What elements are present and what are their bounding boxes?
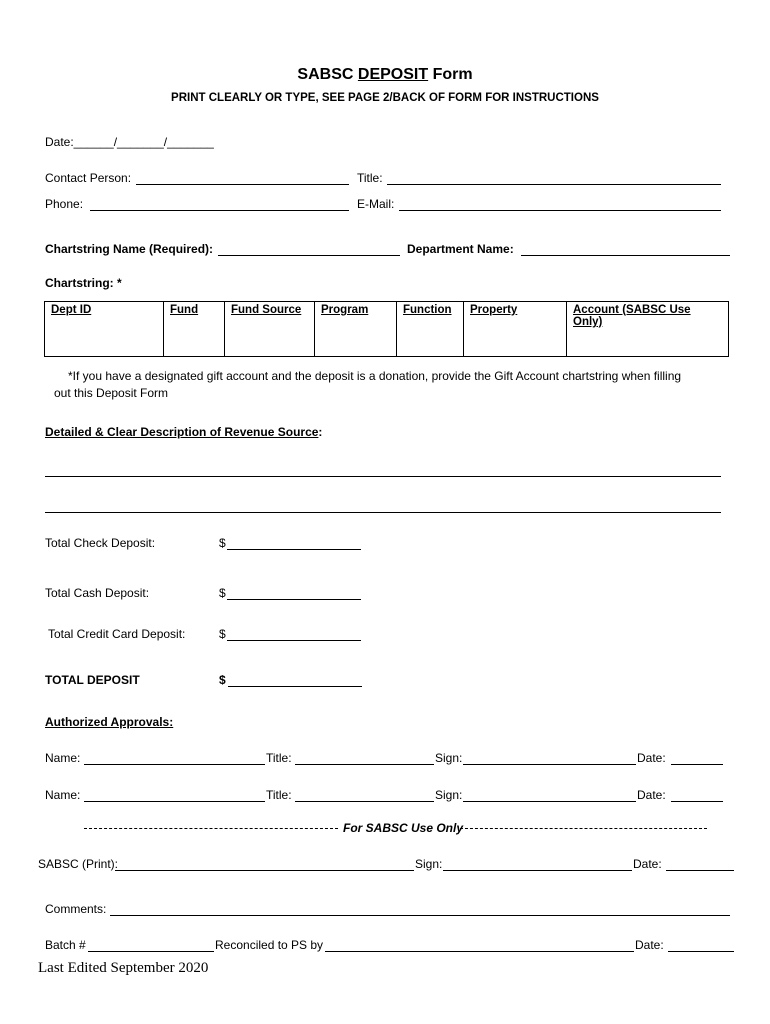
department-name-label: Department Name: [407,242,514,256]
chartstring-table [44,301,729,357]
sabsc-date-input[interactable] [666,858,734,871]
approval-2-title-label: Title: [266,788,292,802]
approval-2-date-input[interactable] [671,789,723,802]
gift-note-line1: *If you have a designated gift account and the deposit is a donation, provide the Gift Account chartstring when filling [68,369,682,383]
total-deposit-input[interactable] [228,674,362,687]
batch-date-label: Date: [635,938,664,952]
col-function[interactable]: Function [397,302,464,357]
reconciled-label: Reconciled to PS by [215,938,324,952]
col-dept-id[interactable]: Dept ID [45,302,164,357]
page-subtitle: PRINT CLEARLY OR TYPE, SEE PAGE 2/BACK OF FORM FOR INSTRUCTIONS [171,92,599,104]
approval-2-date-label: Date: [637,788,666,802]
sabsc-print-label: SABSC (Print): [38,857,119,871]
total-deposit-label: TOTAL DEPOSIT [45,673,140,687]
col-account[interactable]: Account (SABSC Use Only) [567,302,729,357]
sabsc-divider-right [460,828,707,829]
description-label [45,425,322,439]
title-prefix: SABSC [297,66,354,83]
approvals-heading: Authorized Approvals: [45,715,174,729]
total-cash-input[interactable] [227,587,361,600]
approval-2-name-input[interactable] [84,789,265,802]
approval-1-title-input[interactable] [295,752,434,765]
approval-2-sign-label: Sign: [435,788,463,802]
total-deposit-dollar: $ [219,673,226,687]
date-field[interactable]: Date:______/_______/_______ [45,135,214,149]
description-label-text: Detailed & Clear Description of Revenue Source [45,425,319,439]
comments-input[interactable] [110,903,730,916]
description-line-1[interactable] [45,476,721,477]
total-check-input[interactable] [227,537,361,550]
approval-2-sign-input[interactable] [463,789,636,802]
total-check-label: Total Check Deposit: [45,536,156,550]
total-credit-input[interactable] [227,628,361,641]
title-suffix: Form [432,66,473,83]
approval-1-name-label: Name: [45,751,81,765]
phone-label: Phone: [45,197,84,211]
sabsc-use-only-label: For SABSC Use Only [343,821,464,835]
sabsc-divider-left [84,828,338,829]
col-fund-source[interactable]: Fund Source [225,302,315,357]
batch-label: Batch # [45,938,86,952]
description-line-2[interactable] [45,512,721,513]
approval-2-title-input[interactable] [295,789,434,802]
sabsc-sign-input[interactable] [443,858,632,871]
email-input[interactable] [399,198,721,211]
contact-person-input[interactable] [136,172,349,185]
page-title [0,66,770,84]
chartstring-name-input[interactable] [218,243,400,256]
comments-label: Comments: [45,902,107,916]
sabsc-sign-label: Sign: [415,857,443,871]
batch-input[interactable] [88,939,214,952]
total-credit-label: Total Credit Card Deposit: [48,627,186,641]
sabsc-date-label: Date: [633,857,662,871]
total-cash-label: Total Cash Deposit: [45,586,150,600]
sabsc-print-input[interactable] [115,858,414,871]
col-program[interactable]: Program [315,302,397,357]
total-check-dollar: $ [219,536,226,550]
department-name-input[interactable] [521,243,730,256]
approval-2-name-label: Name: [45,788,81,802]
col-property[interactable]: Property [464,302,567,357]
title-deposit: DEPOSIT [357,66,429,83]
phone-input[interactable] [90,198,349,211]
approval-1-date-input[interactable] [671,752,723,765]
approval-1-sign-label: Sign: [435,751,463,765]
total-credit-dollar: $ [219,627,226,641]
total-cash-dollar: $ [219,586,226,600]
approval-1-title-label: Title: [266,751,292,765]
approval-1-name-input[interactable] [84,752,265,765]
chartstring-label: Chartstring: * [45,276,122,290]
contact-title-label: Title: [357,171,383,185]
description-label-colon: : [318,425,323,439]
col-fund[interactable]: Fund [164,302,225,357]
batch-date-input[interactable] [668,939,734,952]
approval-1-date-label: Date: [637,751,666,765]
gift-note-line2: out this Deposit Form [54,386,169,400]
last-edited-footer: Last Edited September 2020 [38,960,209,976]
approval-1-sign-input[interactable] [463,752,636,765]
reconciled-input[interactable] [325,939,634,952]
email-label: E-Mail: [357,197,395,211]
contact-title-input[interactable] [387,172,721,185]
contact-person-label: Contact Person: [45,171,132,185]
chartstring-name-label: Chartstring Name (Required): [45,242,214,256]
